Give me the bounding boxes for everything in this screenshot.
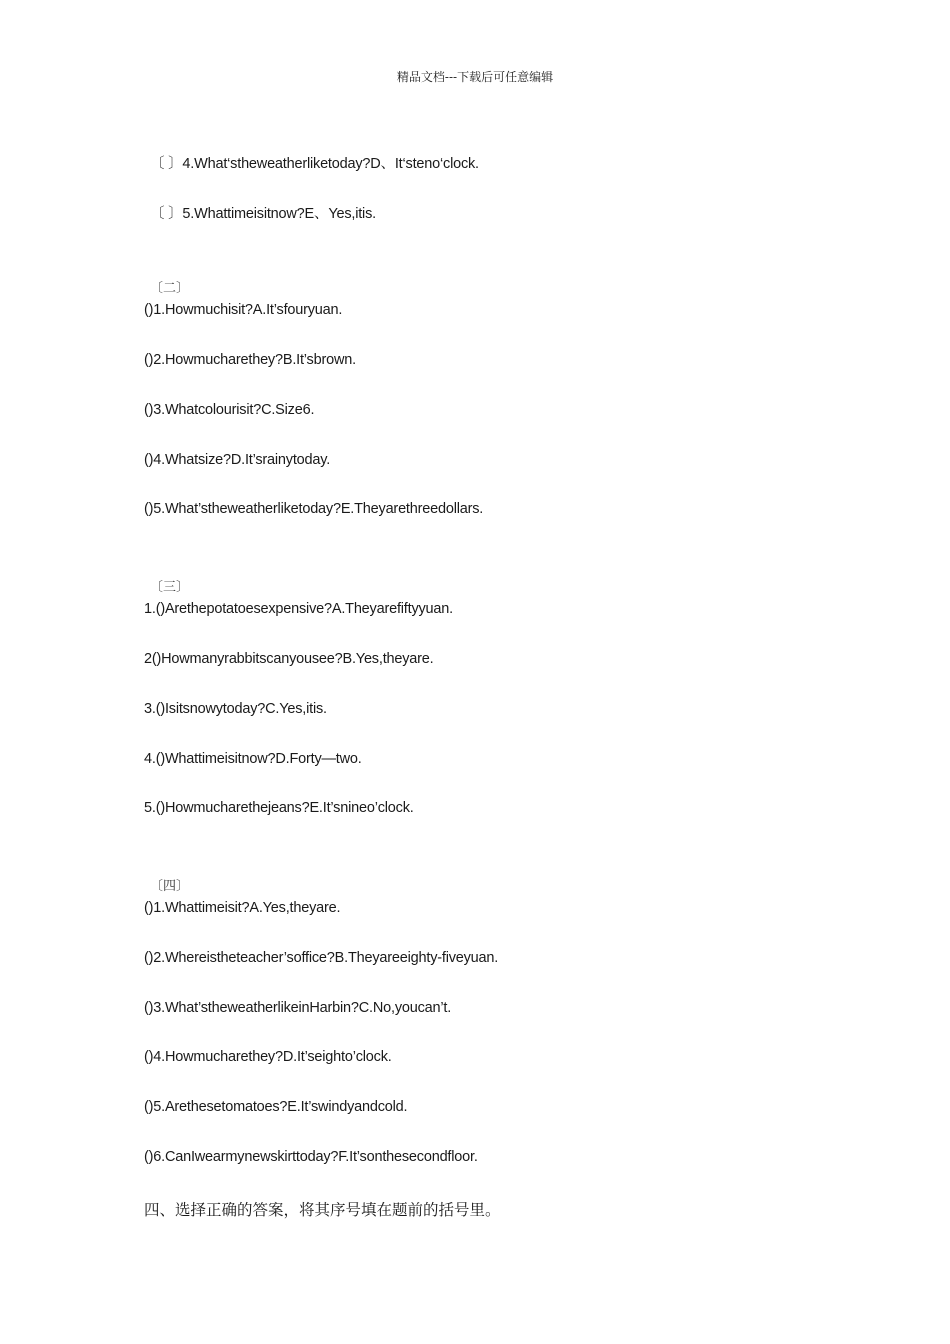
question-line: ()3.What’stheweatherlikeinHarbin?C.No,youcan’t.	[144, 1000, 452, 1016]
section-heading: 〔四〕	[150, 879, 190, 894]
page-header: 精品文档---下载后可任意编辑	[396, 70, 554, 84]
question-line: ()5.Arethesetomatoes?E.It’swindyandcold.	[144, 1099, 408, 1115]
question-line: ()1.Whattimeisit?A.Yes,theyare.	[144, 900, 341, 916]
question-line: 2()Howmanyrabbitscanyousee?B.Yes,theyare.	[144, 651, 434, 667]
question-line: ()6.CanIwearmynewskirttoday?F.It’sonthesecondfloor.	[144, 1149, 478, 1165]
question-line: ()2.Howmucharethey?B.It’sbrown.	[144, 352, 356, 368]
question-line: 3.()Isitsnowytoday?C.Yes,itis.	[144, 701, 327, 717]
question-line: 〔 〕4.What‘stheweatherliketoday?D、It‘steno‘clock.	[150, 156, 479, 172]
question-line: 4.()Whattimeisitnow?D.Forty—two.	[144, 751, 362, 767]
section-heading: 〔二〕	[150, 281, 190, 296]
question-line: ()2.Whereistheteacher’soffice?B.Theyareeighty-fiveyuan.	[144, 950, 499, 966]
question-line: 〔 〕5.Whattimeisitnow?E、Yes,itis.	[150, 206, 376, 222]
question-line: ()4.Whatsize?D.It’srainytoday.	[144, 452, 331, 468]
question-line: ()1.Howmuchisit?A.It’sfouryuan.	[144, 302, 343, 318]
question-line: ()3.Whatcolourisit?C.Size6.	[144, 402, 315, 418]
section-heading: 〔三〕	[150, 580, 190, 595]
question-line: 1.()Arethepotatoesexpensive?A.Theyarefiftyyuan.	[144, 601, 453, 617]
question-line: ()4.Howmucharethey?D.It’seighto’clock.	[144, 1049, 392, 1065]
instruction-text: 四、选择正确的答案，将其序号填在题前的括号里。	[144, 1201, 501, 1219]
question-line: ()5.What’stheweatherliketoday?E.Theyarethreedollars.	[144, 501, 484, 517]
question-line: 5.()Howmucharethejeans?E.It’snineo’clock.	[144, 800, 414, 816]
